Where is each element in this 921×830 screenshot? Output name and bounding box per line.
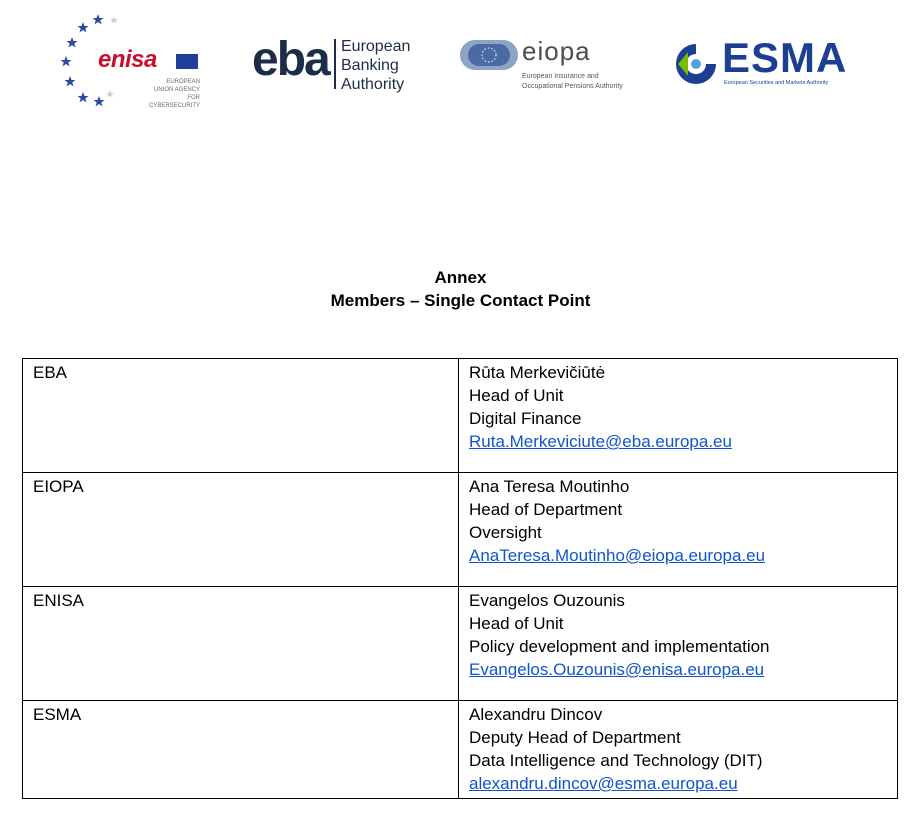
contact-name: Alexandru Dincov bbox=[469, 705, 603, 724]
enisa-logo bbox=[58, 12, 208, 108]
eu-flag-icon bbox=[176, 54, 198, 69]
annex-heading: Annex bbox=[434, 268, 487, 287]
contact-role: Deputy Head of Department bbox=[469, 728, 681, 747]
esma-eye-icon bbox=[672, 40, 720, 88]
contact-unit: Policy development and implementation bbox=[469, 637, 770, 656]
esma-wordmark: ESMA bbox=[722, 34, 848, 81]
esma-logo bbox=[672, 34, 852, 92]
esma-subtitle: European Securities and Markets Authority bbox=[724, 80, 829, 86]
contact-role: Head of Unit bbox=[469, 386, 564, 405]
enisa-subtitle: EUROPEAN UNION AGENCY FOR CYBERSECURITY bbox=[148, 79, 200, 109]
contacts-table bbox=[22, 358, 898, 799]
contact-email-link[interactable]: alexandru.dincov@esma.europa.eu bbox=[469, 774, 738, 793]
contact-unit: Oversight bbox=[469, 523, 542, 542]
contact-role: Head of Unit bbox=[469, 614, 564, 633]
contact-cell bbox=[459, 359, 898, 473]
contact-cell bbox=[459, 473, 898, 587]
contact-name: Ana Teresa Moutinho bbox=[469, 477, 630, 496]
eiopa-logo bbox=[458, 38, 638, 100]
contact-cell bbox=[459, 587, 898, 701]
eba-divider bbox=[334, 39, 336, 89]
eba-wordmark: eba bbox=[252, 33, 329, 86]
contact-email-link[interactable]: AnaTeresa.Moutinho@eiopa.europa.eu bbox=[469, 546, 766, 565]
contact-role: Head of Department bbox=[469, 500, 623, 519]
contact-name: Rūta Merkevičiūtė bbox=[469, 363, 606, 382]
agency-cell: ESMA bbox=[23, 701, 459, 799]
document-title: Members – Single Contact Point bbox=[330, 291, 591, 310]
table-row bbox=[23, 701, 898, 799]
eiopa-emblem-icon bbox=[458, 38, 520, 78]
enisa-wordmark: enisa bbox=[98, 46, 157, 73]
contact-cell bbox=[459, 701, 898, 799]
table-row bbox=[23, 587, 898, 701]
agency-cell: EIOPA bbox=[23, 473, 459, 587]
agency-cell: EBA bbox=[23, 359, 459, 473]
agency-cell: ENISA bbox=[23, 587, 459, 701]
contact-name: Evangelos Ouzounis bbox=[469, 591, 625, 610]
table-row bbox=[23, 359, 898, 473]
contact-email-link[interactable]: Evangelos.Ouzounis@enisa.europa.eu bbox=[469, 660, 765, 679]
eba-name: European Banking Authority bbox=[341, 38, 411, 93]
eiopa-subtitle: European Insurance and Occupational Pensions Authority bbox=[522, 73, 623, 90]
eiopa-wordmark: eiopa bbox=[522, 36, 591, 66]
contact-unit: Data Intelligence and Technology (DIT) bbox=[469, 751, 763, 770]
table-row bbox=[23, 473, 898, 587]
contact-unit: Digital Finance bbox=[469, 409, 582, 428]
contact-email-link[interactable]: Ruta.Merkeviciute@eba.europa.eu bbox=[469, 432, 732, 451]
eba-logo bbox=[252, 34, 427, 98]
